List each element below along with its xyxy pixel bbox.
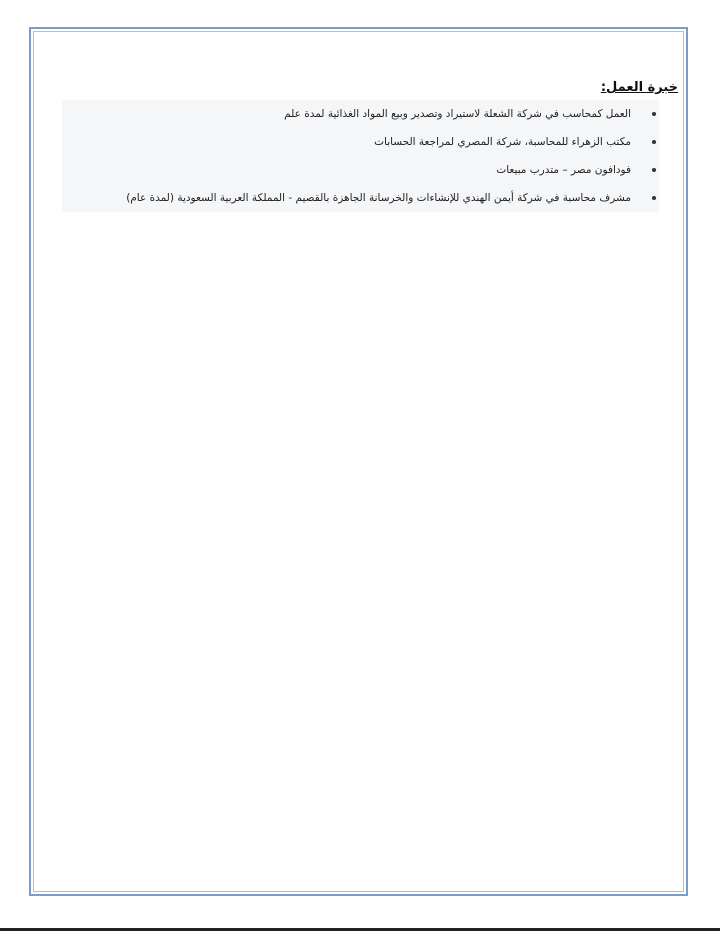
bullet-icon [652,196,656,200]
list-item-text: فودافون مصر – متدرب مبيعات [496,164,631,176]
list-item [62,100,659,128]
bullet-icon [652,168,656,172]
list-item-text: مكتب الزهراء للمحاسبة، شركة المصري لمراجعة الحسابات [374,136,631,148]
bullet-icon [652,112,656,116]
work-experience-list [62,100,659,212]
bullet-icon [652,140,656,144]
list-item [62,184,659,212]
list-item [62,128,659,156]
list-item-text: العمل كمحاسب في شركة الشعلة لاستيراد وتصدير وبيع المواد الغذائية لمدة علم [284,108,631,120]
list-item [62,156,659,184]
section-heading-work-experience: خبرة العمل: [600,80,678,95]
work-experience-block [62,100,659,212]
list-item-text: مشرف محاسبة في شركة أيمن الهندي للإنشاءات والخرسانة الجاهزة بالقصيم - المملكة العربية السعودية (لمدة عام) [126,192,631,204]
